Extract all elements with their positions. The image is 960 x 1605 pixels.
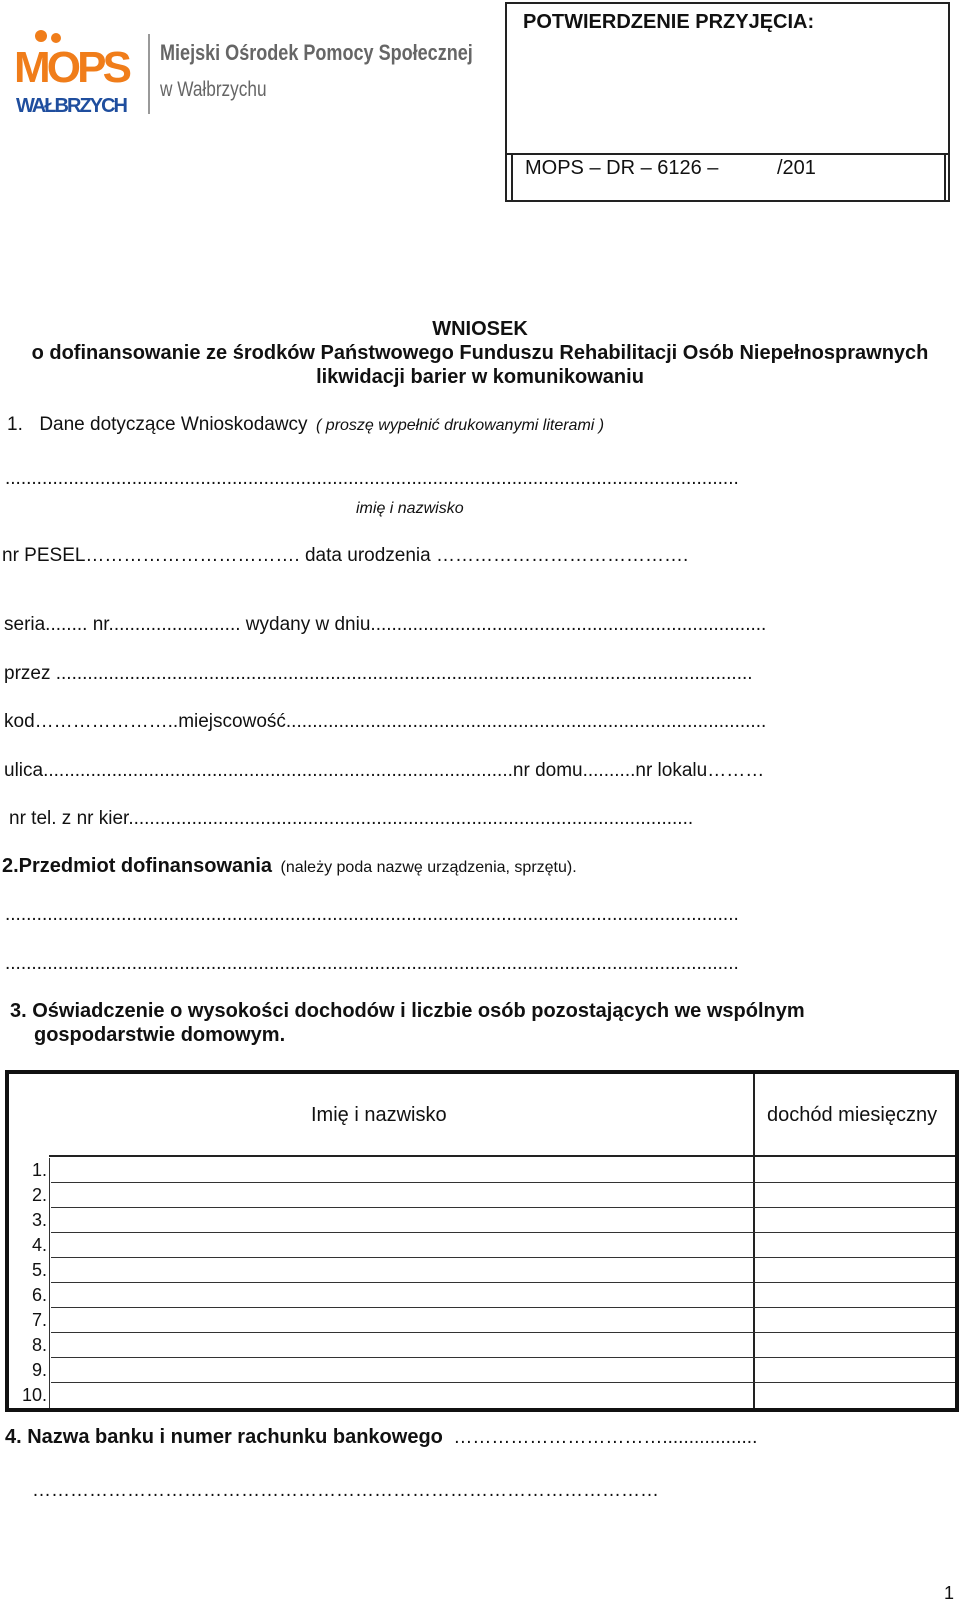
table-row-number: 9. (31, 1360, 47, 1380)
table-row-number: 6. (31, 1285, 47, 1305)
table-row-number: 1. (31, 1160, 47, 1180)
row-divider (51, 1182, 955, 1183)
section-3-title: 3. Oświadczenie o wysokości dochodów i liczbie osób pozostających we wspólnym (10, 1000, 805, 1022)
subject-line-2[interactable]: ........................................................................................................................................... (5, 953, 739, 974)
column-header-income: dochód miesięczny (767, 1104, 938, 1126)
row-divider (51, 1257, 955, 1258)
bank-account-field[interactable]: …………………………….................. (453, 1427, 758, 1448)
mops-logo-graphic (14, 28, 134, 118)
form-title: WNIOSEK (432, 318, 528, 340)
row-divider (51, 1282, 955, 1283)
page-number: 1 (944, 1583, 955, 1603)
phone-field[interactable]: nr tel. z nr kier........................................................................................................... (9, 808, 694, 829)
table-row-number: 3. (31, 1210, 47, 1230)
table-row-number: 2. (31, 1185, 47, 1205)
subject-line-1[interactable]: ........................................................................................................................................... (5, 904, 739, 925)
section-4-heading (5, 1426, 757, 1449)
row-divider (51, 1207, 955, 1208)
name-caption: imię i nazwisko (356, 500, 464, 517)
pesel-birthdate-field[interactable]: nr PESEL……………………………. data urodzenia …………………………………. (2, 545, 689, 566)
receipt-ref-prefix: MOPS – DR – 6126 – (525, 157, 719, 179)
postal-city-field[interactable]: kod…………………..miejscowość........................................................................................... (4, 711, 767, 732)
row-divider (51, 1332, 955, 1333)
section-2-note: (należy poda nazwę urządzenia, sprzętu). (280, 859, 577, 876)
row-divider (51, 1232, 955, 1233)
receipt-title: POTWIERDZENIE PRZYJĘCIA: (523, 11, 815, 33)
section-1-note: ( proszę wypełnić drukowanymi literami ) (316, 417, 605, 434)
row-divider (51, 1307, 955, 1308)
section-3-title-2: gospodarstwie domowym. (34, 1024, 286, 1046)
column-header-name: Imię i nazwisko (311, 1104, 447, 1126)
section-1-number: 1. (7, 414, 23, 435)
row-divider (51, 1357, 955, 1358)
table-row-number: 8. (31, 1335, 47, 1355)
logo-divider (148, 34, 150, 114)
bank-account-field-2[interactable]: ……………………………………………………………………………………… (32, 1480, 659, 1501)
table-row-number: 5. (31, 1260, 47, 1280)
id-document-field[interactable]: seria........ nr......................... wydany w dniu........................................................................... (4, 614, 767, 635)
section-4-title: 4. Nazwa banku i numer rachunku bankowego (5, 1426, 443, 1448)
address-field[interactable]: ulica.........................................................................................nr domu..........nr lokalu……… (4, 760, 765, 781)
section-1-heading (7, 414, 604, 436)
table-row-number: 4. (31, 1235, 47, 1255)
section-2-heading (2, 855, 577, 878)
table-row-number: 7. (31, 1310, 47, 1330)
mops-logo (14, 28, 134, 118)
logo-brand-bottom: WAŁBRZYCH (16, 95, 128, 117)
table-header-divider (49, 1155, 955, 1157)
household-income-table (5, 1070, 959, 1412)
form-subtitle: o dofinansowanie ze środków Państwowego Funduszu Rehabilitacji Osób Niepełnosprawnych (31, 342, 929, 364)
table-number-divider (49, 1158, 50, 1408)
name-field[interactable]: ........................................................................................................................................... (5, 468, 739, 489)
form-subtitle-2: likwidacji barier w komunikowaniu (316, 366, 644, 388)
section-2-title: 2.Przedmiot dofinansowania (2, 855, 273, 877)
row-divider (51, 1382, 955, 1383)
table-row-number: 10. (21, 1385, 47, 1405)
issued-by-field[interactable]: przez .................................................................................................................................... (4, 663, 753, 684)
receipt-ref-suffix: /201 (777, 157, 816, 179)
logo-brand-top: MOPS (14, 43, 132, 92)
org-name: Miejski Ośrodek Pomocy Społecznej (160, 40, 473, 65)
section-1-title: Dane dotyczące Wnioskodawcy (39, 414, 308, 435)
org-city: w Wałbrzychu (160, 78, 267, 101)
